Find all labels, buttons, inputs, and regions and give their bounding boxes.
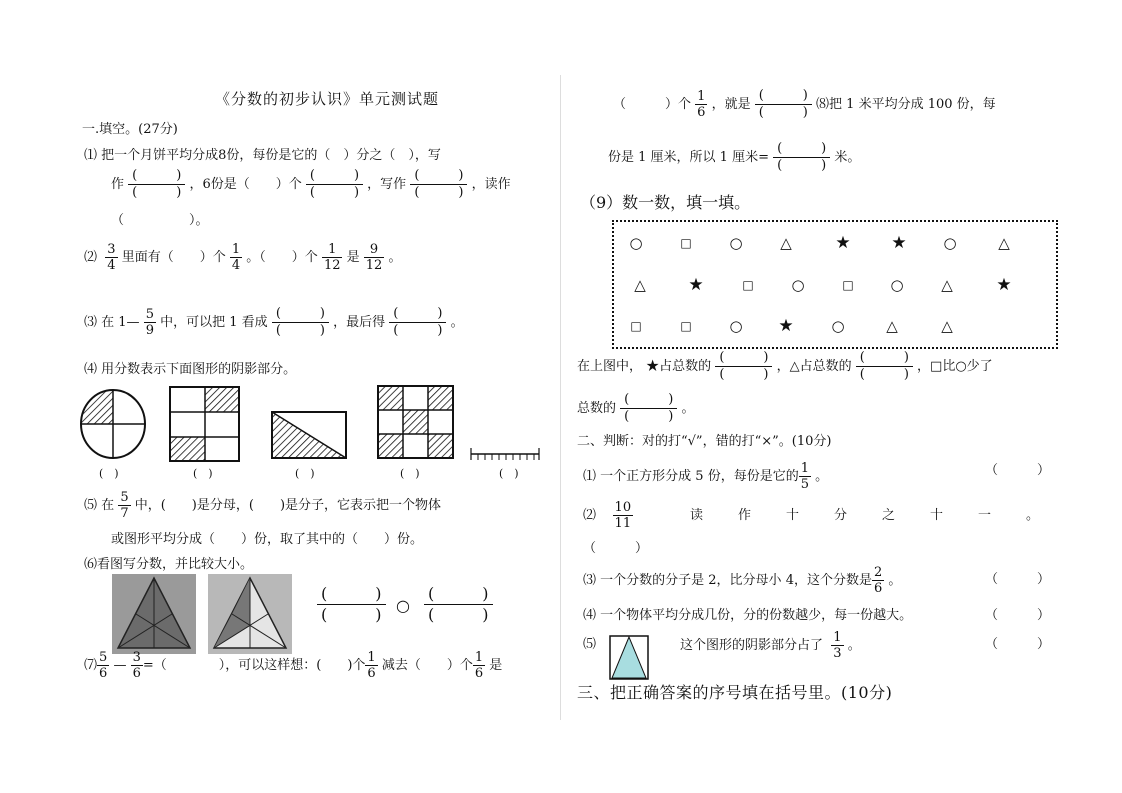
triangle-symbol: △	[886, 317, 898, 335]
q9-answer-line1: 在上图中， ★占总数的 $\frac{( )}{( )}$ ，△占总数的 $\frac{( )}{( )}$ ，□比○少了	[577, 350, 993, 382]
circle-symbol: ○	[729, 317, 743, 335]
answer-blank-fraction[interactable]: $\frac{( )}{( )}$	[272, 306, 329, 339]
triangle-rectangle-figure	[272, 412, 346, 458]
q4-blank-5[interactable]: ( )	[499, 467, 519, 480]
q1-line3: （ ）。	[111, 213, 209, 228]
q4-blank-1[interactable]: ( )	[99, 467, 119, 480]
square-symbol: □	[630, 319, 642, 333]
q1-line1: ⑴ 把一个月饼平均分成8份，每份是它的（ ）分之（ ），写	[84, 148, 441, 163]
answer-blank-fraction[interactable]: $\frac{( )}{( )}$	[620, 392, 677, 425]
answer-blank-fraction[interactable]: $\frac{( )}{( )}$	[856, 350, 913, 383]
circle-symbol: ○	[729, 234, 743, 252]
q4-text: ⑷ 用分数表示下面图形的阴影部分。	[84, 362, 297, 377]
q9-answer-line2: 总数的 $\frac{( )}{( )}$ 。	[577, 392, 695, 424]
circle-symbol: ○	[629, 234, 643, 252]
star-symbol: ★	[891, 233, 907, 253]
judge-paren-5[interactable]: （ ）	[985, 637, 1051, 652]
triangle-symbol: △	[780, 234, 792, 252]
q7: ⑺ $\frac{5}{6}$ — $\frac{3}{6}$ =（ ），可以这样想：( )个 $\frac{1}{6}$ 减去（ ）个 $\frac{1}{6}$ 是	[84, 650, 503, 681]
circle-symbol: ○	[943, 234, 957, 252]
judge-item-3: ⑶ 一个分数的分子是 2，比分母小 4，这个分数是 $\frac{2}{6}$ 。	[583, 565, 902, 596]
q6-answer-fraction-1[interactable]: $\frac{( )}{( )}$	[317, 584, 386, 625]
shaded-triangle-picture-1	[112, 574, 196, 654]
judge-item-5-num: ⑸	[583, 637, 597, 652]
judge-paren-4[interactable]: （ ）	[985, 608, 1051, 623]
shaded-triangle-in-rectangle	[609, 635, 649, 681]
judge-paren-3[interactable]: （ ）	[985, 572, 1051, 587]
q4-shapes	[78, 383, 548, 463]
answer-blank-fraction[interactable]: $\frac{( )}{( )}$	[389, 306, 446, 339]
triangle-symbol: △	[941, 317, 953, 335]
judge-item-2: ⑵ $\frac{10}{11}$	[583, 500, 632, 531]
square-symbol: □	[842, 278, 854, 292]
triangle-symbol: △	[998, 234, 1010, 252]
q1-line2: 作 $\frac{( )}{( )}$ ，6份是（ ）个 $\frac{( )}{( )}$ ，写作 $\frac{( )}{( )}$ ，读作	[111, 168, 511, 200]
circle-symbol: ○	[831, 317, 845, 335]
q4-blank-2[interactable]: ( )	[193, 467, 213, 480]
q4-blank-4[interactable]: ( )	[400, 467, 420, 480]
ruler-figure	[471, 448, 539, 460]
answer-blank-fraction[interactable]: $\frac{( )}{( )}$	[306, 168, 363, 201]
q4-blank-3[interactable]: ( )	[295, 467, 315, 480]
judge-item-5: 这个图形的阴影部分占了 $\frac{1}{3}$ 。	[680, 630, 861, 661]
q2: ⑵ $\frac{3}{4}$ 里面有（ ）个 $\frac{1}{4}$ 。（ ）个 $\frac{1}{12}$ 是 $\frac{9}{12}$ 。	[84, 242, 402, 273]
answer-blank-fraction[interactable]: $\frac{( )}{( )}$	[128, 168, 185, 201]
judge-item-2-spaced-text: 读 作 十 分 之 十 一 。	[690, 508, 1040, 523]
q7-continuation: （ ）个 $\frac{1}{6}$ ，就是 $\frac{( )}{( )}$ ⑻把 1 米平均分成 100 份，每	[613, 88, 996, 120]
q8-line2: 份是 1 厘米，所以 1 厘米= $\frac{( )}{( )}$ 米。	[608, 141, 861, 173]
square-symbol: □	[680, 236, 692, 250]
answer-blank-fraction[interactable]: $\frac{( )}{( )}$	[410, 168, 467, 201]
square-symbol: □	[742, 278, 754, 292]
q9-heading: （9）数一数，填一填。	[580, 193, 751, 212]
q6-answer-fraction-2[interactable]: $\frac{( )}{( )}$	[424, 584, 493, 625]
section2-heading: 二、判断：对的打“√”，错的打“×”。(10分)	[577, 434, 832, 449]
answer-blank-fraction[interactable]: $\frac{( )}{( )}$	[755, 88, 812, 121]
judge-paren-2[interactable]: （ ）	[583, 541, 649, 556]
circle-symbol: ○	[890, 276, 904, 294]
column-divider	[560, 75, 561, 720]
shaded-triangle-picture-2	[208, 574, 292, 654]
section3-heading: 三、把正确答案的序号填在括号里。(10分)	[577, 683, 893, 702]
triangle-symbol: △	[941, 276, 953, 294]
q6-text: ⑹看图写分数，并比较大小。	[84, 557, 254, 572]
q6-pictures	[112, 574, 294, 654]
circle-quarters-figure	[81, 390, 145, 458]
answer-blank-fraction[interactable]: $\frac{( )}{( )}$	[715, 350, 772, 383]
compare-circle[interactable]: ○	[396, 596, 410, 615]
grid-rectangle-figure	[170, 387, 239, 461]
square-symbol: □	[680, 319, 692, 333]
judge-paren-1[interactable]: （ ）	[985, 463, 1051, 478]
star-symbol: ★	[778, 316, 794, 336]
triangle-symbol: △	[634, 276, 646, 294]
q3: ⑶ 在 1— $\frac{5}{9}$ 中，可以把 1 看成 $\frac{( )}{( )}$ ，最后得 $\frac{( )}{( )}$ 。	[84, 306, 464, 338]
q5-line2: 或图形平均分成（ ）份，取了其中的（ ）份。	[111, 532, 424, 547]
q5-line1: ⑸ 在 $\frac{5}{7}$ 中，( )是分母，( )是分子，它表示把一个物体	[84, 490, 442, 521]
judge-item-1: ⑴ 一个正方形分成 5 份，每份是它的 $\frac{1}{5}$ 。	[583, 461, 829, 492]
page-title: 《分数的初步认识》单元测试题	[215, 90, 440, 108]
answer-blank-fraction[interactable]: $\frac{( )}{( )}$	[773, 141, 830, 174]
circle-symbol: ○	[791, 276, 805, 294]
star-symbol: ★	[835, 233, 851, 253]
judge-item-4: ⑷ 一个物体平均分成几份，分的份数越少，每一份越大。	[583, 608, 913, 623]
checker-grid-figure	[378, 386, 453, 458]
section1-heading: 一.填空。(27分)	[82, 122, 178, 137]
star-symbol: ★	[996, 275, 1012, 295]
star-symbol: ★	[688, 275, 704, 295]
